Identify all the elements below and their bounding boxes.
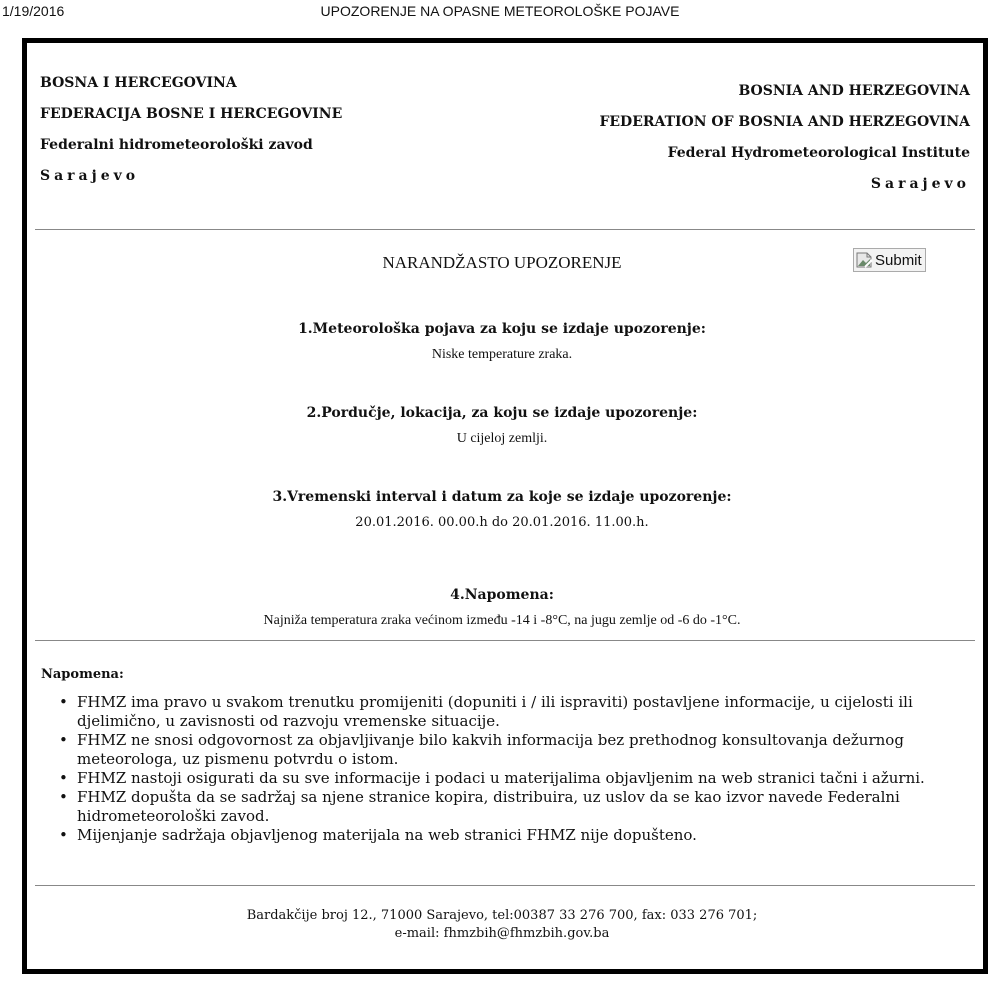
- country-name-en: BOSNIA AND HERZEGOVINA: [738, 83, 970, 99]
- broken-image-icon: [856, 252, 874, 268]
- section-area: [27, 405, 977, 489]
- warning-level-title: NARANDŽASTO UPOZORENJE: [382, 253, 622, 272]
- section-heading: 2.Pordučje, lokacija, za koju se izdaje upozorenje:: [306, 405, 698, 421]
- section-phenomenon: [27, 321, 977, 405]
- institution-header: [27, 43, 983, 233]
- section-heading: 3.Vremenski interval i datum za koje se izdaje upozorenje:: [272, 489, 732, 505]
- country-name-bs: BOSNA I HERCEGOVINA: [40, 75, 237, 91]
- header-right-english: [599, 81, 970, 205]
- warning-sections: [27, 321, 977, 671]
- section-heading: 4.Napomena:: [450, 587, 554, 603]
- contact-email: e-mail: fhmzbih@fhmzbih.gov.ba: [394, 926, 610, 941]
- list-item: • FHMZ ne snosi odgovornost za objavljivanje bilo kakvih informacija bez prethodnog konsultovanja dežurnog meteorologa, uz pismenu potvrdu o istom.: [77, 731, 997, 769]
- section-value: 20.01.2016. 00.00.h do 20.01.2016. 11.00.h.: [355, 515, 649, 530]
- submit-button[interactable]: [853, 248, 926, 272]
- list-item: • Mijenjanje sadržaja objavljenog materijala na web stranici FHMZ nije dopušteno.: [77, 826, 997, 845]
- warning-document-frame: [22, 38, 988, 974]
- section-value: Niske temperature zraka.: [431, 347, 573, 362]
- print-header: [0, 0, 1000, 22]
- federation-name-bs: FEDERACIJA BOSNE I HERCEGOVINE: [40, 106, 343, 122]
- submit-label: Submit: [875, 251, 922, 269]
- federation-name-en: FEDERATION OF BOSNIA AND HERZEGOVINA: [599, 114, 970, 130]
- institute-name-bs: Federalni hidrometeorološki zavod: [40, 137, 313, 153]
- header-left-bosnian: [40, 73, 342, 197]
- print-page-title: UPOZORENJE NA OPASNE METEOROLOŠKE POJAVE: [320, 3, 680, 19]
- list-item: • FHMZ ima pravo u svakom trenutku promijeniti (dopuniti i / ili ispraviti) postavljene informacije, u cijelosti ili djelimično, u zavisnosti od razvoju vremenske situacije.: [77, 693, 997, 731]
- city-name-en: Sarajevo: [870, 176, 970, 192]
- print-date: 1/19/2016: [2, 3, 65, 19]
- sections-divider: [35, 640, 975, 641]
- notes-label: Napomena:: [41, 667, 124, 682]
- footer-divider: [35, 885, 975, 886]
- notes-list: [41, 693, 997, 845]
- section-time-interval: [27, 489, 977, 587]
- section-heading: 1.Meteorološka pojava za koju se izdaje upozorenje:: [298, 321, 706, 337]
- section-value: U cijeloj zemlji.: [456, 431, 548, 446]
- institute-name-en: Federal Hydrometeorological Institute: [667, 145, 970, 161]
- list-item: • FHMZ nastoji osigurati da su sve informacije i podaci u materijalima objavljenim na web stranici tačni i ažurni.: [77, 769, 997, 788]
- section-note: [27, 587, 977, 671]
- section-value: Najniža temperatura zraka većinom između -14 i -8°C, na jugu zemlje od -6 do -1°C.: [263, 613, 741, 628]
- header-divider: [35, 229, 975, 230]
- contact-footer: [27, 907, 977, 943]
- list-item: • FHMZ dopušta da se sadržaj sa njene stranice kopira, distribuira, uz uslov da se kao izvor navede Federalni hidrometeorološki zavod.: [77, 788, 997, 826]
- contact-address: Bardakčije broj 12., 71000 Sarajevo, tel:00387 33 276 700, fax: 033 276 701;: [246, 908, 758, 923]
- city-name-bs: Sarajevo: [40, 168, 140, 184]
